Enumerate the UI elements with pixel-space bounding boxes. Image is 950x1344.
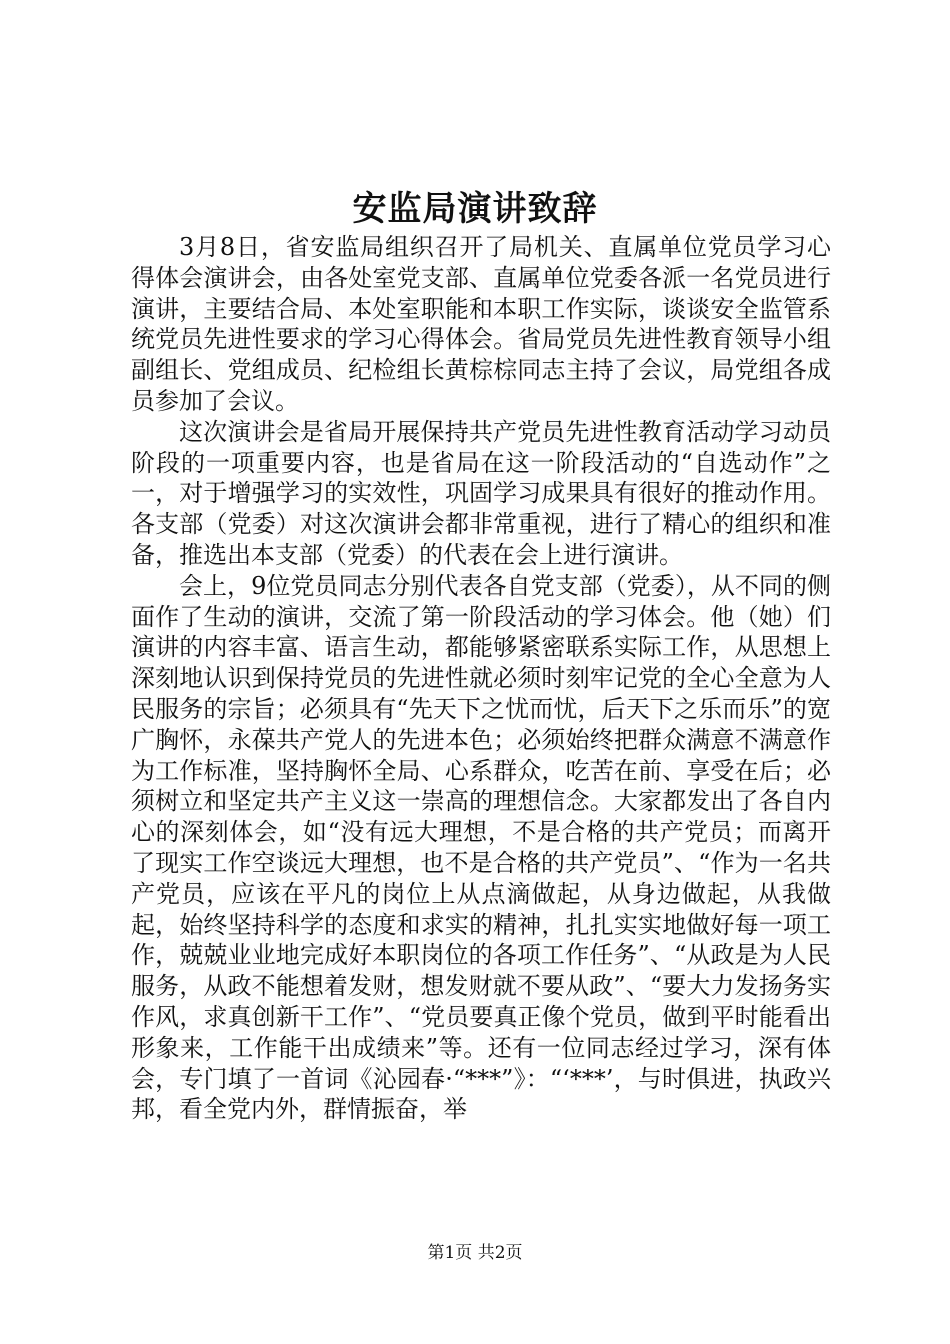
document-body xyxy=(131,232,831,1125)
paragraph-2: 这次演讲会是省局开展保持共产党员先进性教育活动学习动员阶段的一项重要内容，也是省局在这一阶段活动的“自选动作”之一，对于增强学习的实效性，巩固学习成果具有很好的推动作用。各支部（党委）对这次演讲会都非常重视，进行了精心的组织和准备，推选出本支部（党委）的代表在会上进行演讲。 xyxy=(131,417,831,569)
document-title: 安监局演讲致辞 xyxy=(352,189,598,229)
paragraph-3: 会上，9位党员同志分别代表各自党支部（党委），从不同的侧面作了生动的演讲，交流了第一阶段活动的学习体会。他（她）们演讲的内容丰富、语言生动，都能够紧密联系实际工作，从思想上深刻地认识到保持党员的先进性就必须时刻牢记党的全心全意为人民服务的宗旨；必须具有“先天下之忧而忧，后天下之乐而乐”的宽广胸怀，永葆共产党人的先进本色；必须始终把群众满意不满意作为工作标准，坚持胸怀全局、心系群众，吃苦在前、享受在后；必须树立和坚定共产主义这一崇高的理想信念。大家都发出了各自内心的深刻体会，如“没有远大理想，不是合格的共产党员；而离开了现实工作空谈远大理想，也不是合格的共产党员”、“作为一名共产党员，应该在平凡的岗位上从点滴做起，从身边做起，从我做起，始终坚持科学的态度和求实的精神，扎扎实实地做好每一项工作，兢兢业业地完成好本职岗位的各项工作任务”、“从政是为人民服务，从政不能想着发财，想发财就不要从政”、“要大力发扬务实作风，求真创新干工作”、“党员要真正像个党员，做到平时能看出形象来，工作能干出成绩来”等。还有一位同志经过学习，深有体会，专门填了一首词《沁园春·“***”》：“‘***’，与时俱进，执政兴邦，看全党内外，群情振奋，举 xyxy=(131,571,831,1124)
paragraph-1: 3月8日，省安监局组织召开了局机关、直属单位党员学习心得体会演讲会，由各处室党支部、直属单位党委各派一名党员进行演讲，主要结合局、本处室职能和本职工作实际，谈谈安全监管系统党员先进性要求的学习心得体会。省局党员先进性教育领导小组副组长、党组成员、纪检组长黄棕棕同志主持了会议，局党组各成员参加了会议。 xyxy=(131,233,831,415)
page-number-footer: 第1页 共2页 xyxy=(427,1243,523,1263)
